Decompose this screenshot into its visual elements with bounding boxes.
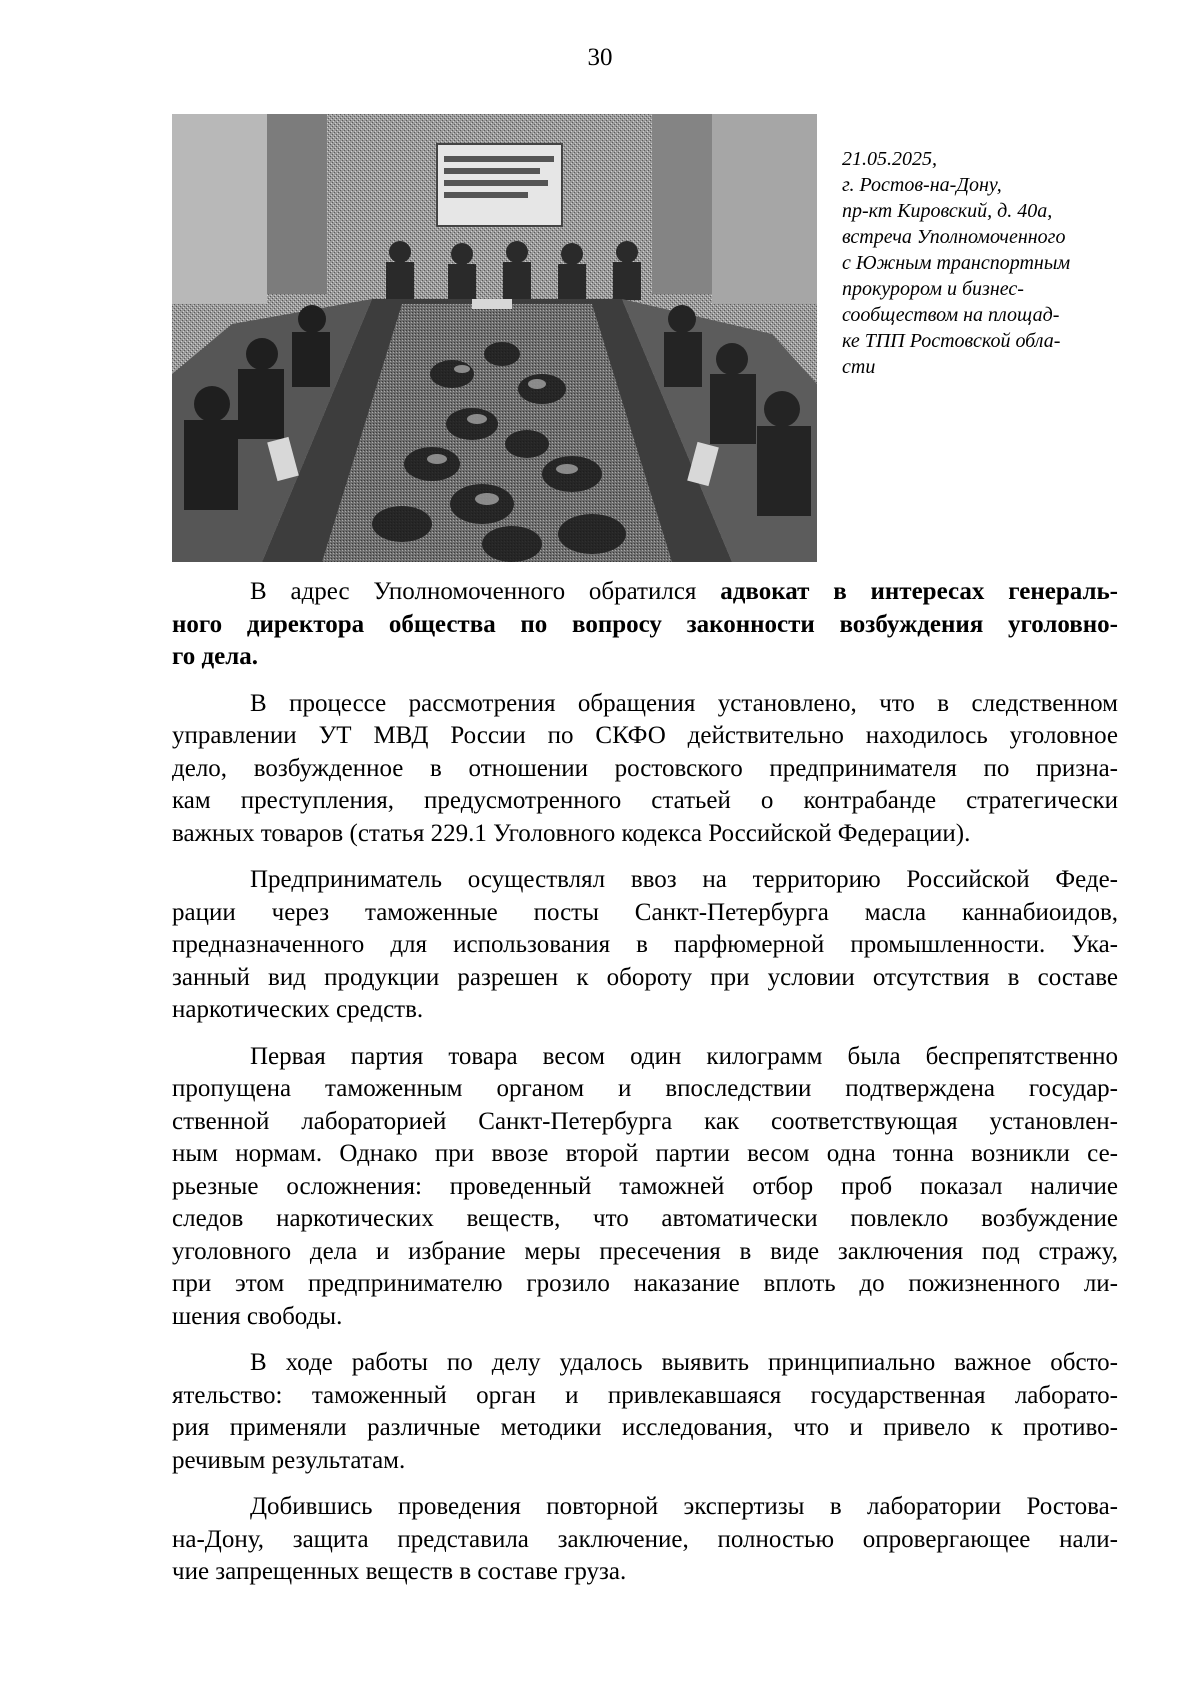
paragraph-line [172, 1041, 1118, 1074]
bold-text: адвокат в интересах генераль- [720, 578, 1119, 605]
text-run: уголовного дела и избрание меры пресечения в виде заключения под стражу, [172, 1237, 1118, 1265]
caption-line: г. Ростов-на-Дону, [842, 174, 1002, 196]
paragraph-line [172, 576, 1118, 609]
paragraph-line [172, 641, 1118, 674]
text-run: В ходе работы по делу удалось выявить принципиально важное обсто- [250, 1349, 1118, 1376]
page-number: 30 [587, 44, 613, 71]
paragraph-line [172, 1347, 1118, 1380]
text-run: В процессе рассмотрения обращения установлено, что в следственном [250, 689, 1118, 717]
text-run: следов наркотических веществ, что автоматически повлекло возбуждение [172, 1205, 1118, 1232]
caption-line: 21.05.2025, [842, 148, 937, 170]
paragraph-line [172, 785, 1118, 818]
text-run: управлении УТ МВД России по СКФО действительно находилось уголовное [172, 722, 1118, 749]
text-run: ственной лабораторией Санкт-Петербурга как соответствующая установлен- [172, 1107, 1118, 1135]
paragraph-line [172, 609, 1118, 642]
paragraph-line [172, 1412, 1118, 1445]
paragraph-line [172, 1171, 1118, 1204]
paragraph-line [172, 688, 1118, 721]
text-run: кам преступления, предусмотренного статьей о контрабанде стратегически [172, 787, 1118, 814]
text-run: рьезные осложнения: проведенный таможней отбор проб показал наличие [172, 1172, 1118, 1200]
paragraph-line [172, 1445, 1118, 1478]
paragraph-line [172, 1203, 1118, 1236]
caption-line: с Южным транспортным [842, 252, 1071, 274]
text-run: В адрес Уполномоченного обратился [250, 578, 721, 605]
text-run: чие запрещенных веществ в составе груза. [172, 1558, 627, 1585]
text-run: ным нормам. Однако при ввозе второй партии весом одна тонна возникли се- [172, 1140, 1118, 1167]
caption-line: пр-кт Кировский, д. 40а, [842, 200, 1053, 222]
paragraph-line [172, 1524, 1118, 1557]
caption-line: встреча Уполномоченного [842, 226, 1066, 248]
caption-line: сообществом на площад- [842, 304, 1060, 326]
paragraph-line [172, 962, 1118, 995]
caption-line: сти [842, 356, 876, 378]
text-run: на-Дону, защита представила заключение, полностью опровергающее нали- [172, 1525, 1118, 1553]
paragraph-line [172, 1268, 1118, 1301]
text-run: Добившись проведения повторной экспертизы в лаборатории Ростова- [250, 1493, 1118, 1520]
paragraph [172, 576, 1118, 674]
paragraph-line [172, 1236, 1118, 1269]
paragraph-line [172, 1556, 1118, 1589]
paragraph-line [172, 929, 1118, 962]
meeting-photo [172, 114, 817, 562]
text-run: шения свободы. [172, 1302, 343, 1330]
text-run: пропущена таможенным органом и впоследствии подтверждена государ- [172, 1075, 1118, 1102]
caption-line: прокурором и бизнес- [842, 278, 1024, 300]
text-run: предназначенного для использования в парфюмерной промышленности. Ука- [172, 931, 1118, 958]
paragraph-line [172, 1301, 1118, 1334]
paragraph [172, 1491, 1118, 1589]
bold-text: ного директора общества по вопросу законности возбуждения уголовно- [172, 610, 1118, 638]
paragraph-line [172, 1073, 1118, 1106]
text-run: при этом предпринимателю грозило наказание вплоть до пожизненного ли- [172, 1270, 1118, 1297]
text-run: ятельство: таможенный орган и привлекавшаяся государственная лаборато- [172, 1381, 1118, 1409]
text-run: важных товаров (статья 229.1 Уголовного кодекса Российской Федерации). [172, 819, 971, 847]
paragraph-line [172, 1138, 1118, 1171]
text-run: рия применяли различные методики исследования, что и привело к противо- [172, 1414, 1118, 1441]
paragraph-line [172, 720, 1118, 753]
caption-line: ке ТПП Ростовской обла- [842, 330, 1061, 352]
text-run: речивым результатам. [172, 1446, 406, 1474]
paragraph-line [172, 864, 1118, 897]
paragraph-line [172, 753, 1118, 786]
paragraph [172, 688, 1118, 851]
paragraph-line [172, 1491, 1118, 1524]
photo-caption [842, 146, 1142, 380]
paragraph-line [172, 1106, 1118, 1139]
text-run: рации через таможенные посты Санкт-Петербурга масла каннабиоидов, [172, 898, 1118, 926]
text-run: наркотических средств. [172, 996, 424, 1023]
paragraph-line [172, 994, 1118, 1027]
paragraph-line [172, 1380, 1118, 1413]
body-text [172, 576, 1118, 1603]
bold-text: го дела. [172, 643, 258, 670]
meeting-photo-icon [172, 114, 817, 562]
text-run: дело, возбужденное в отношении ростовского предпринимателя по призна- [172, 754, 1118, 782]
text-run: занный вид продукции разрешен к обороту при условии отсутствия в составе [172, 963, 1118, 991]
paragraph [172, 1041, 1118, 1334]
paragraph-line [172, 897, 1118, 930]
text-run: Первая партия товара весом один килограмм была беспрепятственно [250, 1042, 1118, 1070]
paragraph [172, 864, 1118, 1027]
paragraph-line [172, 818, 1118, 851]
text-run: Предприниматель осуществлял ввоз на территорию Российской Феде- [250, 866, 1118, 893]
paragraph [172, 1347, 1118, 1477]
